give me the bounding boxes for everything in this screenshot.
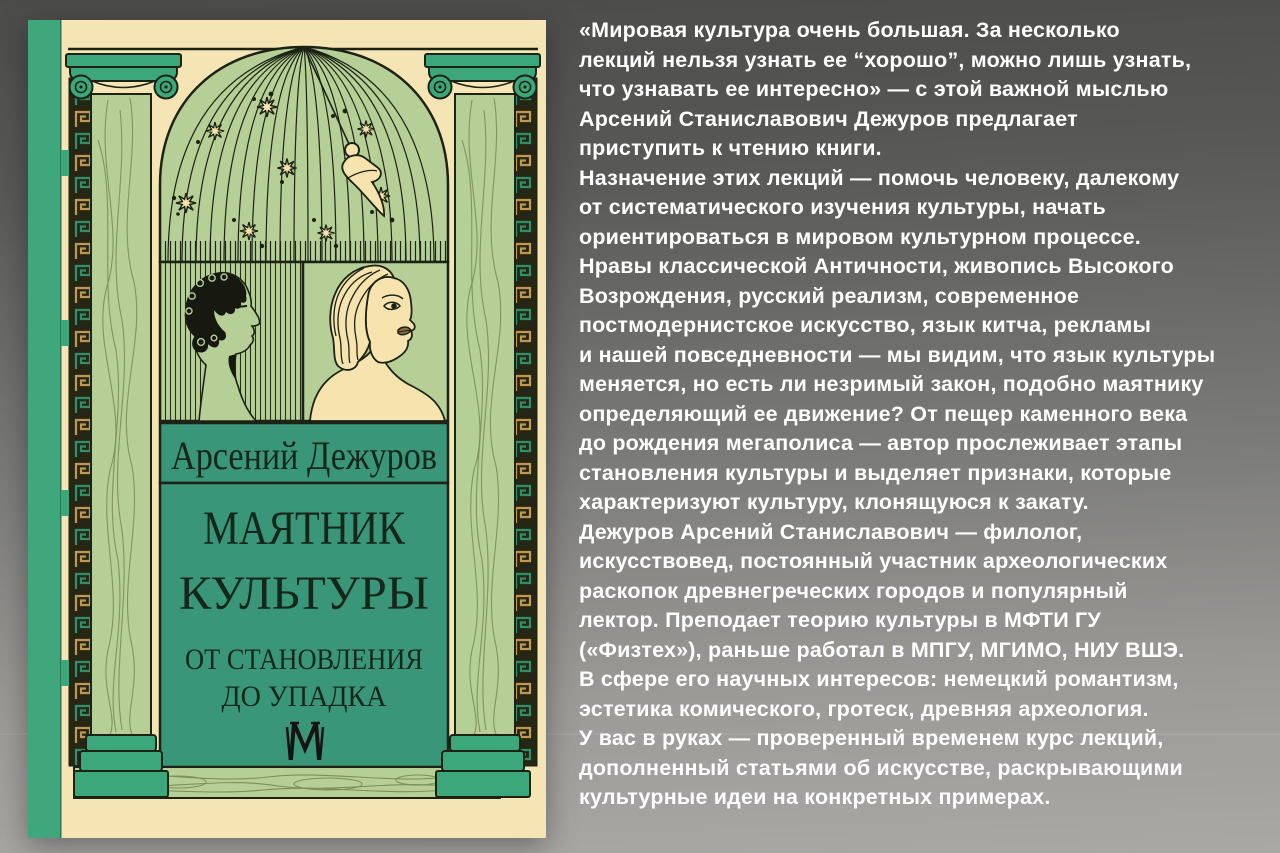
description-line: искусствовед, постоянный участник археологических <box>579 549 1168 573</box>
description-line: культурные идеи на конкретных примерах. <box>579 785 1051 809</box>
book-description <box>579 16 1274 813</box>
description-line: Возрождения, русский реализм, современное <box>579 283 1080 308</box>
description-line: приступить к чтению книги. <box>579 136 882 160</box>
description-line: Дежуров Арсений Станиславович — филолог, <box>579 519 1083 544</box>
subtitle-line1: ОТ СТАНОВЛЕНИЯ <box>185 643 423 676</box>
description-line: «Мировая культура очень большая. За несколько <box>579 18 1120 42</box>
description-line: («Физтех»), раньше работал в МПГУ, МГИМО, НИУ ВШЭ. <box>579 637 1185 662</box>
description-line: раскопок древнегреческих городов и популярный <box>579 578 1128 603</box>
modern-face-icon <box>303 262 448 421</box>
book-spine <box>28 20 61 838</box>
author-name: Арсений Дежуров <box>171 433 437 478</box>
title-panel <box>160 483 448 767</box>
description-line: становления культуры и выделяет признаки, которые <box>579 460 1172 485</box>
column-base-left <box>74 735 168 797</box>
author-band <box>160 423 448 483</box>
description-line: до рождения мегаполиса — автор прослеживает этапы <box>579 431 1183 455</box>
title-line1: МАЯТНИК <box>203 502 406 555</box>
description-line: дополненный статьями об искусстве, раскрывающими <box>579 755 1183 780</box>
description-line: постмодернистское искусство, язык китча, рекламы <box>579 313 1152 337</box>
description-line: от систематического изучения культуры, начать <box>579 195 1106 219</box>
description-line: и нашей повседневности — мы видим, что язык культуры <box>579 342 1216 367</box>
description-line: лектор. Преподает теорию культуры в МФТИ ГУ <box>579 608 1101 632</box>
description-line: эстетика комического, гротеск, древняя археология. <box>579 696 1149 721</box>
book-cover <box>28 20 546 838</box>
subtitle-line2: ДО УПАДКА <box>221 680 387 713</box>
antique-statue-head-icon <box>160 262 303 421</box>
description-line: Арсений Станиславович Дежуров предлагает <box>579 106 1078 131</box>
description-line: У вас в руках — проверенный временем курс лекций, <box>579 726 1164 750</box>
description-line: что узнавать ее интересно» — с этой важной мыслью <box>579 77 1169 101</box>
description-line: Нравы классической Античности, живопись Высокого <box>579 254 1174 278</box>
book-cover-illustration <box>28 20 546 838</box>
description-line: В сфере его научных интересов: немецкий романтизм, <box>579 667 1179 691</box>
description-line: лекций нельзя узнать ее “хорошо”, можно лишь узнать, <box>579 47 1192 72</box>
description-line: Назначение этих лекций — помочь человеку, далекому <box>579 165 1180 190</box>
description-line: характеризуют культуру, клонящуюся к закату. <box>579 490 1089 514</box>
column-base-right <box>436 735 530 797</box>
title-line2: КУЛЬТУРЫ <box>179 567 429 620</box>
description-line: ориентироваться в мировом культурном процессе. <box>579 224 1141 249</box>
description-line: определяющий ее движение? От пещер каменного века <box>579 401 1188 426</box>
description-line: меняется, но есть ли незримый закон, подобно маятнику <box>579 372 1204 396</box>
